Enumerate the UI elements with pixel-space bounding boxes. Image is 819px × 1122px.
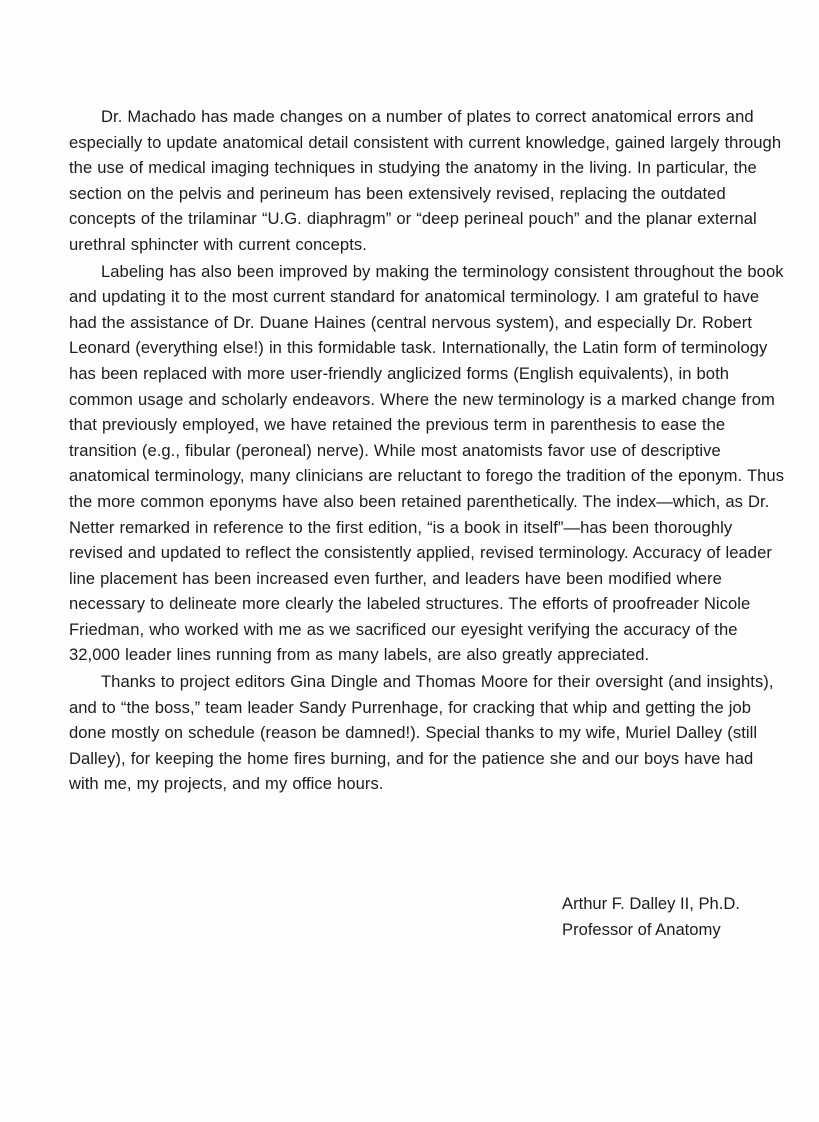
body-text bbox=[69, 104, 785, 797]
author-title: Professor of Anatomy bbox=[562, 919, 721, 939]
author-name: Arthur F. Dalley II, Ph.D. bbox=[562, 894, 740, 913]
paragraph-machado-revisions: Dr. Machado has made changes on a number of plates to correct anatomical errors and especially to update anatomical detail consistent with current knowledge, gained largely through the use of medical imaging techniques in studying the anatomy in the living. In particular, the section on the pelvis and perineum has been extensively revised, replacing the outdated concepts of the trilaminar “U.G. diaphragm” or “deep perineal pouch” and the planar external urethral sphincter with current concepts. bbox=[69, 107, 782, 254]
signature-block bbox=[562, 891, 792, 942]
paragraph-labeling-terminology: Labeling has also been improved by making the terminology consistent throughout the book and updating it to the most current standard for anatomical terminology. I am grateful to have had the assistance of Dr. Duane Haines (central nervous system), and especially Dr. Robert Leonard (everything else!) in this formidable task. Internationally, the Latin form of terminology has been replaced with more user-friendly anglicized forms (English equivalents), in both common usage and scholarly endeavors. Where the new terminology is a marked change from that previously employed, we have retained the previous term in parenthesis to ease the transition (e.g., fibular (peroneal) nerve). While most anatomists favor use of descriptive anatomical terminology, many clinicians are reluctant to forego the tradition of the eponym. Thus the more common eponyms have also been retained parenthetically. The index—which, as Dr. Netter remarked in reference to the first edition, “is a book in itself”—has been thoroughly revised and updated to reflect the consistently applied, revised terminology. Accuracy of leader line placement has been increased even further, and leaders have been modified where necessary to delineate more clearly the labeled structures. The efforts of proofreader Nicole Friedman, who worked with me as we sacrificed our eyesight verifying the accuracy of the 32,000 leader lines running from as many labels, are also greatly appreciated. bbox=[69, 261, 785, 665]
paragraph-acknowledgements: Thanks to project editors Gina Dingle and Thomas Moore for their oversight (and insights), and to “the boss,” team leader Sandy Purrenhage, for cracking that whip and getting the job done mostly on schedule (reason be damned!). Special thanks to my wife, Muriel Dalley (still Dalley), for keeping the home fires burning, and for the patience she and our boys have had with me, my projects, and my office hours. bbox=[69, 672, 774, 794]
